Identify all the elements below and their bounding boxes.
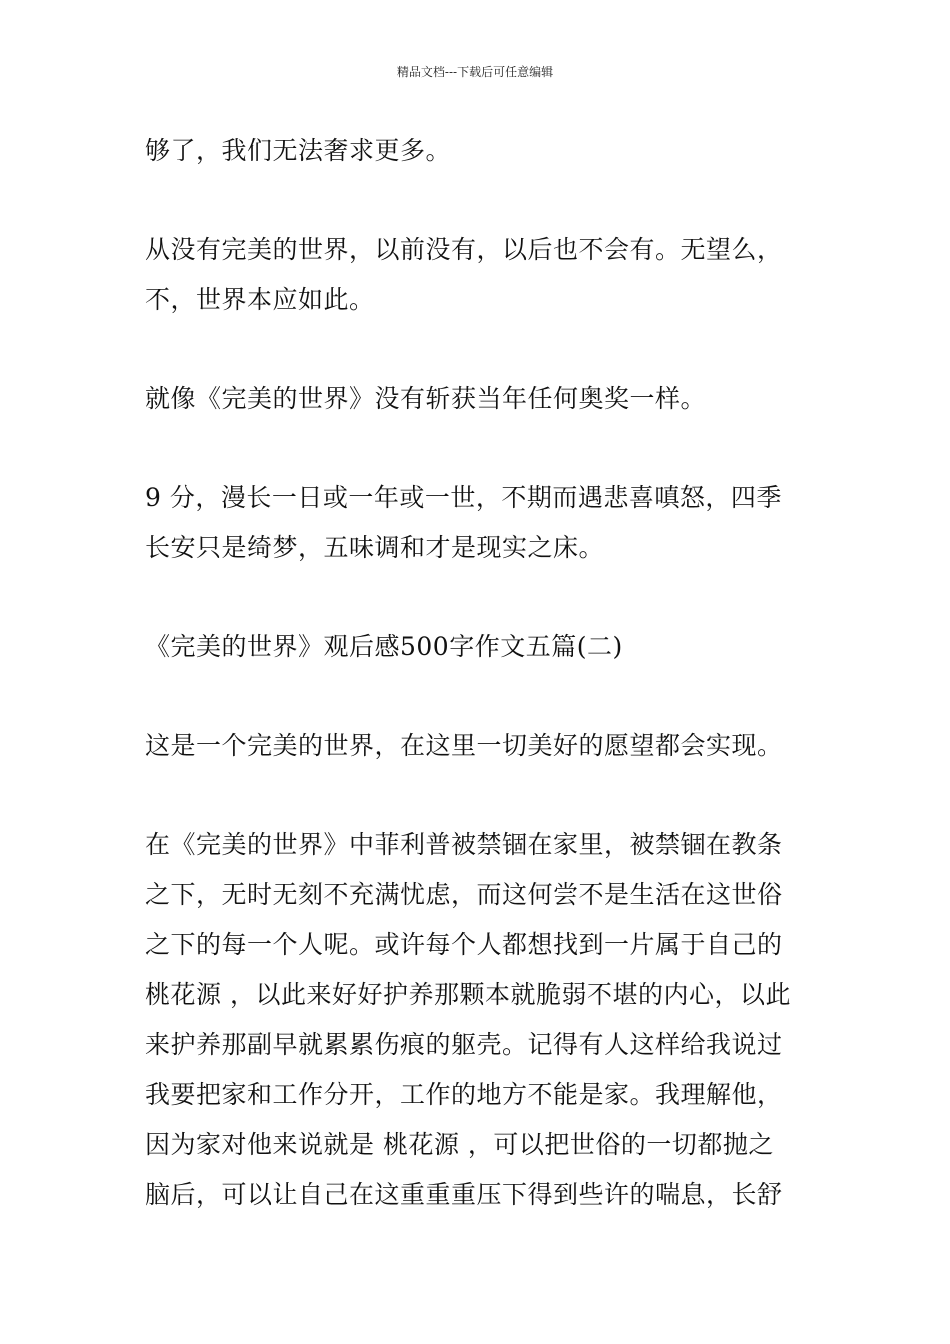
text-line: 这是一个完美的世界，在这里一切美好的愿望都会实现。	[145, 731, 783, 760]
text-line: 从没有完美的世界，以前没有，以后也不会有。无望么，	[145, 235, 783, 264]
text-line: 在《完美的世界》中菲利普被禁锢在家里，被禁锢在教条	[145, 830, 783, 859]
text-line: 不，世界本应如此。	[145, 285, 375, 314]
paragraph-2	[145, 225, 810, 325]
text-line: 脑后，可以让自己在这重重重压下得到些许的喘息，长舒	[145, 1180, 783, 1209]
text-line: 长安只是绮梦，五味调和才是现实之床。	[145, 533, 605, 562]
text-line: 够了，我们无法奢求更多。	[145, 136, 452, 165]
text-line: 9 分，漫长一日或一年或一世，不期而遇悲喜嗔怒，四季	[145, 483, 782, 512]
section-title	[145, 622, 810, 672]
text-line: 桃花源 ，以此来好好护养那颗本就脆弱不堪的内心，以此	[145, 980, 791, 1009]
paragraph-1	[145, 126, 810, 176]
text-line: 就像《完美的世界》没有斩获当年任何奥奖一样。	[145, 384, 707, 413]
paragraph-5	[145, 721, 810, 771]
text-line: 之下的每一个人呢。或许每个人都想找到一片属于自己的	[145, 930, 783, 959]
text-line: 《完美的世界》观后感500字作文五篇(二)	[145, 632, 623, 661]
paragraph-4	[145, 473, 810, 573]
text-line: 来护养那副早就累累伤痕的躯壳。记得有人这样给我说过	[145, 1030, 783, 1059]
text-line: 之下，无时无刻不充满忧虑，而这何尝不是生活在这世俗	[145, 880, 783, 909]
paragraph-6	[145, 820, 810, 1220]
text-line: 因为家对他来说就是 桃花源 ，可以把世俗的一切都抛之	[145, 1130, 774, 1159]
document-body	[145, 126, 810, 1220]
text-line: 我要把家和工作分开，工作的地方不能是家。我理解他，	[145, 1080, 783, 1109]
page-header: 精品文档---下载后可任意编辑	[396, 65, 554, 79]
paragraph-3	[145, 374, 810, 424]
